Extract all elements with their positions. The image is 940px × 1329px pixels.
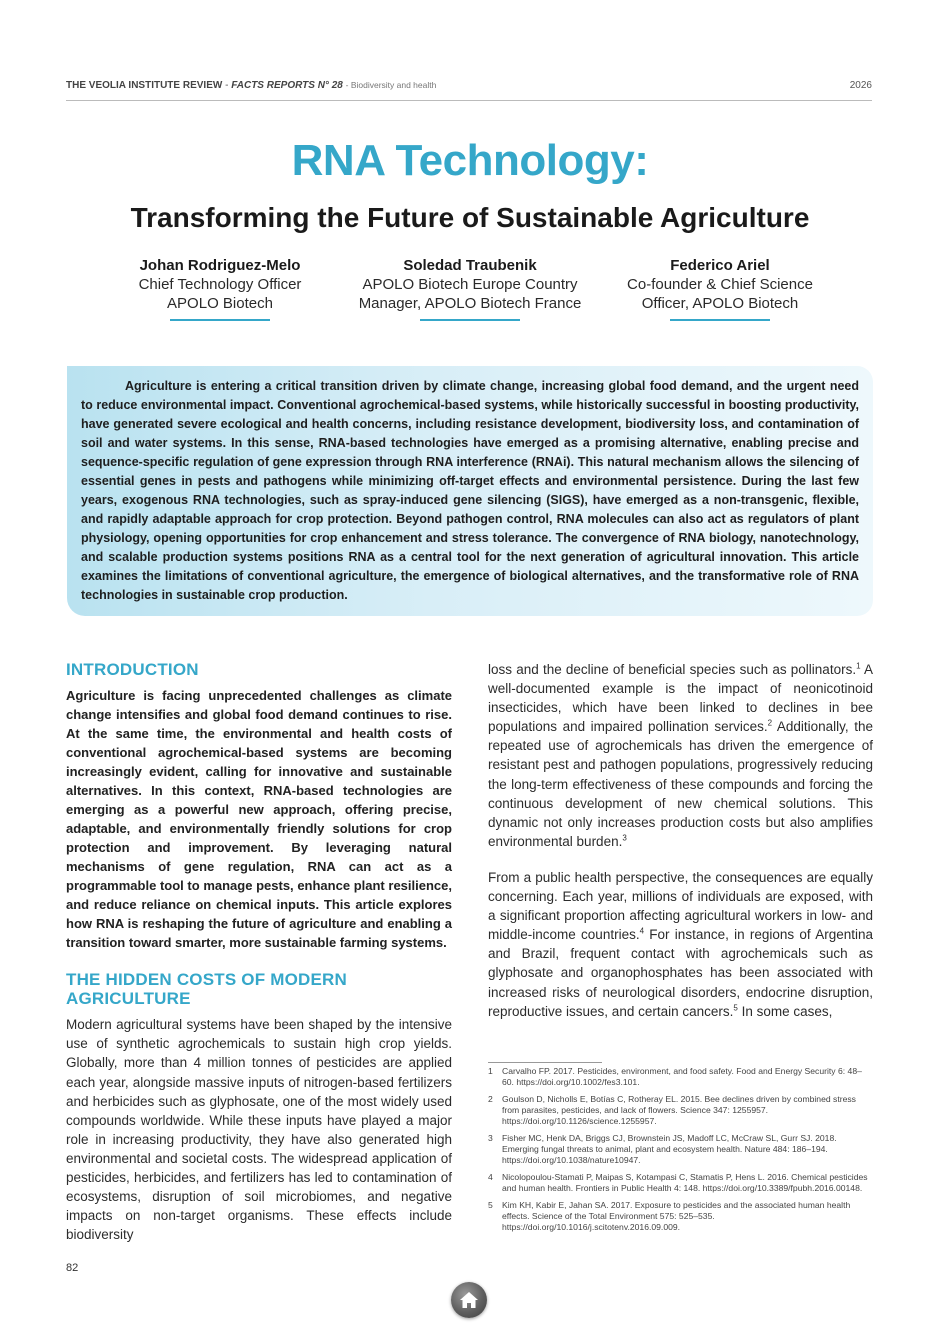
author-affiliation: Co-founder & Chief Science — [627, 276, 813, 293]
right-column — [488, 660, 873, 1021]
footnote: 4 Nicolopoulou-Stamati P, Maipas S, Kotampasi C, Stamatis P, Hens L. 2016. Chemical pesticides and human health. Frontiers in Public Health 4: 148. https://doi.org/10.3389/fpubh.2016.00148. — [488, 1172, 868, 1193]
author-affiliation: Manager, APOLO Biotech France — [358, 295, 582, 312]
header-year: 2026 — [849, 80, 872, 91]
body-paragraph: From a public health perspective, the consequences are equally concerning. Each year, millions of individuals are exposed, with a significant proportion affecting agricultural workers in low- and middle-income countries.$^4$ For instance, in regions of Argentina and Brazil, frequent contact with agrochemicals such as glyphosate and organophosphates has been associated with increased risks of neurological disorders, endocrine disruption, reproductive issues, and certain cancers.$^5$ In some cases, — [488, 869, 873, 1019]
introduction-text: Agriculture is facing unprecedented challenges as climate change intensifies and global food demand continues to rise. At the same time, the environmental and health costs of conventional agrochemical-based systems are becoming increasingly evident, calling for innovative and sustainable alternatives. In this context, RNA-based technologies are emerging as a powerful new approach, offering precise, adaptable, and environmentally friendly solutions for crop protection and improvement. By leveraging natural mechanisms of gene regulation, RNA can act as a programmable tool to manage pests, enhance plant resilience, and reduce reliance on chemical inputs. This article explores how RNA is reshaping the future of agriculture and enabling a transition toward smarter, more sustainable farming systems. — [66, 688, 452, 951]
section-heading-hidden-costs: THE HIDDEN COSTS OF MODERN AGRICULTURE — [66, 970, 347, 1009]
section-heading-introduction: INTRODUCTION — [66, 660, 199, 679]
footnote-ref[interactable]: 2 — [767, 718, 773, 728]
author-card — [350, 256, 590, 321]
author-underline — [170, 319, 270, 321]
author-name: Federico Ariel — [670, 257, 770, 274]
abstract-box — [67, 366, 873, 616]
page-number: 82 — [66, 1262, 79, 1274]
author-affiliation: Officer, APOLO Biotech — [641, 295, 799, 312]
section-name: Biodiversity and health — [350, 80, 437, 90]
footnote-ref[interactable]: 4 — [639, 926, 645, 936]
footnote-list — [488, 1066, 873, 1239]
left-column — [66, 660, 452, 1244]
article-subtitle: Transforming the Future of Sustainable Agriculture — [130, 202, 810, 233]
author-list — [100, 256, 840, 326]
body-paragraph: loss and the decline of beneficial species such as pollinators.$^1$ A well-documented example is the impact of neonicotinoid insecticides, which have been linked to declines in bee populations and impaired pollination services.$^2$ Additionally, the repeated use of agrochemicals has driven the emergence of resistant pest and pathogen populations, progressively reducing the long-term effectiveness of these compounds and forcing the continuous development of new chemical solutions. This dynamic not only increases production costs but also amplifies environmental burden.$^3$ — [488, 661, 873, 849]
author-card — [100, 256, 340, 321]
author-affiliation: APOLO Biotech — [167, 295, 273, 312]
footnote: 1 Carvalho FP. 2017. Pesticides, environment, and food safety. Food and Energy Security 6: 48–60. https://doi.org/10.1002/fes3.101. — [488, 1066, 862, 1087]
abstract-text: Agriculture is entering a critical transition driven by climate change, increasing global food demand, and the urgent need to reduce environmental impact. Conventional agrochemical-based systems, while historically successful in boosting productivity, have generated severe ecological and health concerns, including resistance development, biodiversity loss, and contamination of soil and water systems. In this sense, RNA-based technologies have emerged as a promising alternative, enabling precise and sequence-specific regulation of gene expression through RNA interference (RNAi). This natural mechanism allows the silencing of essential genes in pests and pathogens while minimizing off-target effects and environmental persistence. During the last few years, exogenous RNA technologies, such as spray-induced gene silencing (SIGS), have emerged as a non-transgenic, flexible, and rapidly adaptable approach for crop protection. Beyond pathogen control, RNA molecules can also act as regulators of plant physiology, opening opportunities for crop enhancement and stress tolerance. The convergence of RNA biology, nanotechnology, and scalable production systems positions RNA as a central tool for the next generation of agricultural innovation. This article examines the limitations of conventional agriculture, the emergence of biological alternatives, and the transformative role of RNA technologies in sustainable crop production. — [81, 379, 859, 602]
hidden-costs-text: Modern agricultural systems have been shaped by the intensive use of synthetic agrochemicals to sustain high crop yields. Globally, more than 4 million tonnes of pesticides are applied each year, alongside massive inputs of nitrogen-based fertilizers and herbicides such as glyphosate, one of the most widely used compounds worldwide. While these inputs have played a major role in increasing productivity, they have also generated high environmental and societal costs. The widespread application of pesticides, herbicides, and fertilizers has led to contamination of ecosystems, disruption of soil microbiomes, and negative impacts on non-target organisms. These effects include biodiversity — [66, 1017, 452, 1243]
series-name: FACTS REPORTS N° 28 — [231, 80, 343, 91]
article-title: RNA Technology: — [291, 136, 649, 185]
author-name: Johan Rodriguez-Melo — [139, 257, 301, 274]
home-button[interactable] — [451, 1282, 487, 1318]
author-underline — [670, 319, 770, 321]
author-name: Soledad Traubenik — [403, 257, 537, 274]
footnote-divider — [488, 1062, 602, 1063]
footnote: 3 Fisher MC, Henk DA, Briggs CJ, Brownstein JS, Madoff LC, McCraw SL, Gurr SJ. 2018. Emerging fungal threats to animal, plant and ecosystem health. Nature 484: 186–194. https://doi.org/10.1038/nature10947. — [488, 1133, 837, 1165]
footnote: 2 Goulson D, Nicholls E, Botías C, Rotheray EL. 2015. Bee declines driven by combined stress from parasites, pesticides, and lack of flowers. Science 347: 1255957. https://doi.org/10.1126/science.1255957. — [488, 1094, 856, 1126]
author-underline — [420, 319, 520, 321]
header-divider — [66, 100, 872, 101]
journal-name: THE VEOLIA INSTITUTE REVIEW — [66, 80, 223, 91]
home-icon — [458, 1289, 480, 1311]
footnote-ref[interactable]: 1 — [856, 661, 861, 671]
author-card — [600, 256, 840, 321]
footnote: 5 Kim KH, Kabir E, Jahan SA. 2017. Exposure to pesticides and the associated human health effects. Science of the Total Environment 575: 525–535. https://doi.org/10.1016/j.scitotenv.2016.09.009. — [488, 1200, 851, 1232]
footnote-ref[interactable]: 3 — [622, 833, 627, 843]
footnote-ref[interactable]: 5 — [733, 1003, 738, 1013]
author-affiliation: Chief Technology Officer — [138, 276, 302, 293]
author-affiliation: APOLO Biotech Europe Country — [362, 276, 578, 293]
running-header: THE VEOLIA INSTITUTE REVIEW - FACTS REPORTS N° 28 - Biodiversity and health 2026 — [66, 80, 872, 91]
